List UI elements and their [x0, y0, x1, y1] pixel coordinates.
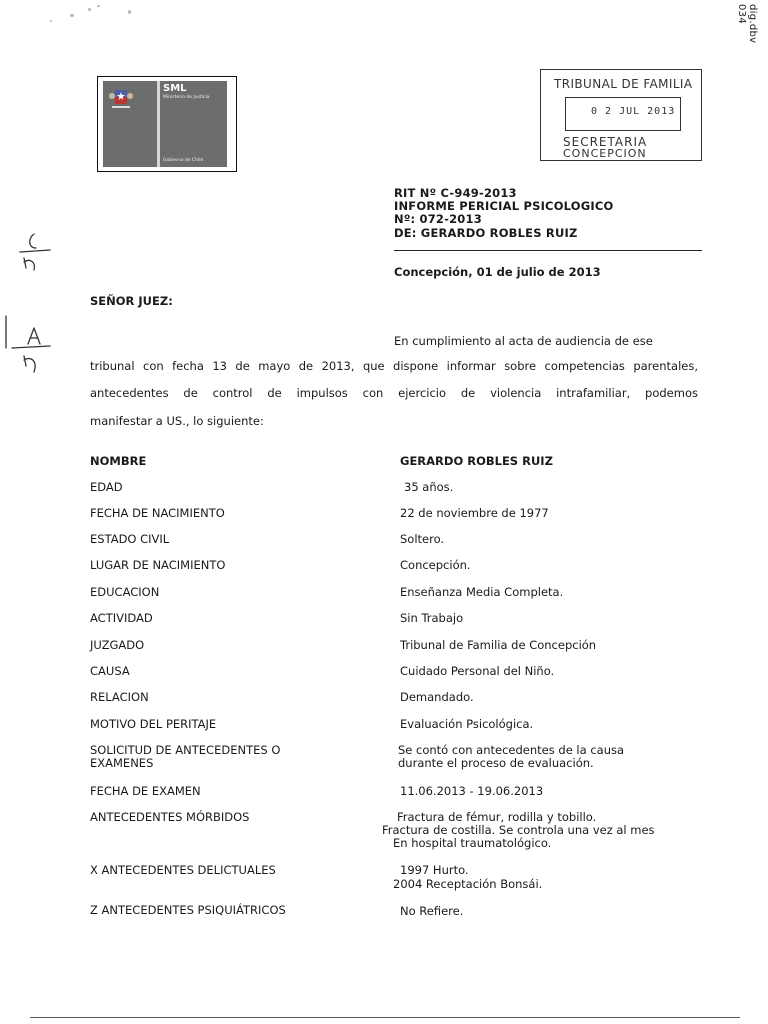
field-label-delictuales: X ANTECEDENTES DELICTUALES — [90, 863, 276, 877]
body-line-3: antecedentes de control de impulsos con ejercicio de violencia intrafamiliar, podemos — [90, 386, 698, 400]
field-label-relacion: RELACION — [90, 690, 149, 704]
field-value-juzgado: Tribunal de Familia de Concepción — [400, 638, 597, 652]
scan-speck — [128, 10, 131, 14]
field-value-psiquiatricos: No Refiere. — [400, 904, 464, 918]
field-value-solicitud-2: durante el proceso de evaluación. — [398, 756, 594, 770]
field-label-edad: EDAD — [90, 480, 123, 494]
field-value-estado-civil: Soltero. — [400, 532, 445, 546]
field-label-estado-civil: ESTADO CIVIL — [90, 532, 170, 546]
field-label-motivo-peritaje: MOTIVO DEL PERITAJE — [90, 717, 217, 731]
scan-speck — [97, 5, 100, 7]
header-divider — [394, 250, 702, 251]
field-value-fecha-examen: 11.06.2013 - 19.06.2013 — [400, 784, 544, 798]
field-label-solicitud-2: EXAMENES — [90, 756, 154, 770]
field-label-juzgado: JUZGADO — [90, 638, 145, 652]
field-value-morbidos-1: Fractura de fémur, rodilla y tobillo. — [397, 810, 597, 824]
sml-logo-divider — [157, 81, 160, 167]
scan-speck — [50, 20, 52, 22]
side-document-code: dig.dbv 034 — [736, 4, 758, 44]
field-label-actividad: ACTIVIDAD — [90, 611, 153, 625]
field-label-fecha-nacimiento: FECHA DE NACIMIENTO — [90, 506, 225, 520]
stamp-date-box — [565, 97, 681, 131]
field-label-morbidos: ANTECEDENTES MÓRBIDOS — [90, 810, 250, 824]
field-value-actividad: Sin Trabajo — [400, 611, 464, 625]
footer-rule — [30, 1017, 740, 1018]
field-label-lugar-nacimiento: LUGAR DE NACIMIENTO — [90, 558, 226, 572]
scan-speck — [88, 8, 91, 11]
sml-logo-ministry: Ministerio de Justicia — [163, 95, 210, 100]
field-value-edad: 35 años. — [404, 480, 454, 494]
field-label-educacion: EDUCACION — [90, 585, 160, 599]
field-label-solicitud-1: SOLICITUD DE ANTECEDENTES O — [90, 743, 281, 757]
field-value-delictuales-2: 2004 Receptación Bonsái. — [393, 877, 543, 891]
field-value-solicitud-1: Se contó con antecedentes de la causa — [398, 743, 625, 757]
field-value-morbidos-2: Fractura de costilla. Se controla una vez al mes — [382, 823, 655, 837]
report-date: Concepción, 01 de julio de 2013 — [394, 265, 601, 279]
body-line-4: manifestar a US., lo siguiente: — [90, 414, 264, 428]
field-label-psiquiatricos: Z ANTECEDENTES PSIQUIÁTRICOS — [90, 903, 286, 917]
report-author: DE: GERARDO ROBLES RUIZ — [394, 226, 578, 240]
report-number: Nº: 072-2013 — [394, 212, 482, 226]
body-line-1: En cumplimiento al acta de audiencia de ese — [394, 334, 653, 348]
stamp-city: CONCEPCION — [563, 147, 647, 160]
field-value-delictuales-1: 1997 Hurto. — [400, 863, 469, 877]
field-value-causa: Cuidado Personal del Niño. — [400, 664, 555, 678]
field-label-nombre: NOMBRE — [90, 454, 147, 468]
field-value-lugar-nacimiento: Concepción. — [400, 558, 471, 572]
field-value-morbidos-3: En hospital traumatológico. — [393, 836, 552, 850]
field-value-fecha-nacimiento: 22 de noviembre de 1977 — [400, 506, 549, 520]
body-line-2: tribunal con fecha 13 de mayo de 2013, que dispone informar sobre competencias parentales, — [90, 359, 698, 373]
stamp-date: 0 2 JUL 2013 — [591, 106, 676, 117]
field-value-nombre: GERARDO ROBLES RUIZ — [400, 454, 553, 468]
field-value-relacion: Demandado. — [400, 690, 474, 704]
scan-speck — [70, 14, 74, 17]
reception-stamp — [540, 69, 702, 161]
sml-logo-text: SML — [163, 83, 187, 94]
field-label-causa: CAUSA — [90, 664, 130, 678]
stamp-secretaria: SECRETARIA — [563, 135, 648, 149]
sml-logo-government: Gobierno de Chile — [163, 158, 204, 163]
rit-number: RIT Nº C-949-2013 — [394, 186, 517, 200]
report-title: INFORME PERICIAL PSICOLOGICO — [394, 199, 614, 213]
coat-of-arms-icon — [107, 84, 135, 112]
field-value-motivo-peritaje: Evaluación Psicológica. — [400, 717, 534, 731]
stamp-title: TRIBUNAL DE FAMILIA — [554, 77, 693, 91]
salutation: SEÑOR JUEZ: — [90, 294, 173, 308]
handwritten-margin-marks — [0, 220, 60, 390]
field-value-educacion: Enseñanza Media Completa. — [400, 585, 564, 599]
field-label-fecha-examen: FECHA DE EXAMEN — [90, 784, 201, 798]
